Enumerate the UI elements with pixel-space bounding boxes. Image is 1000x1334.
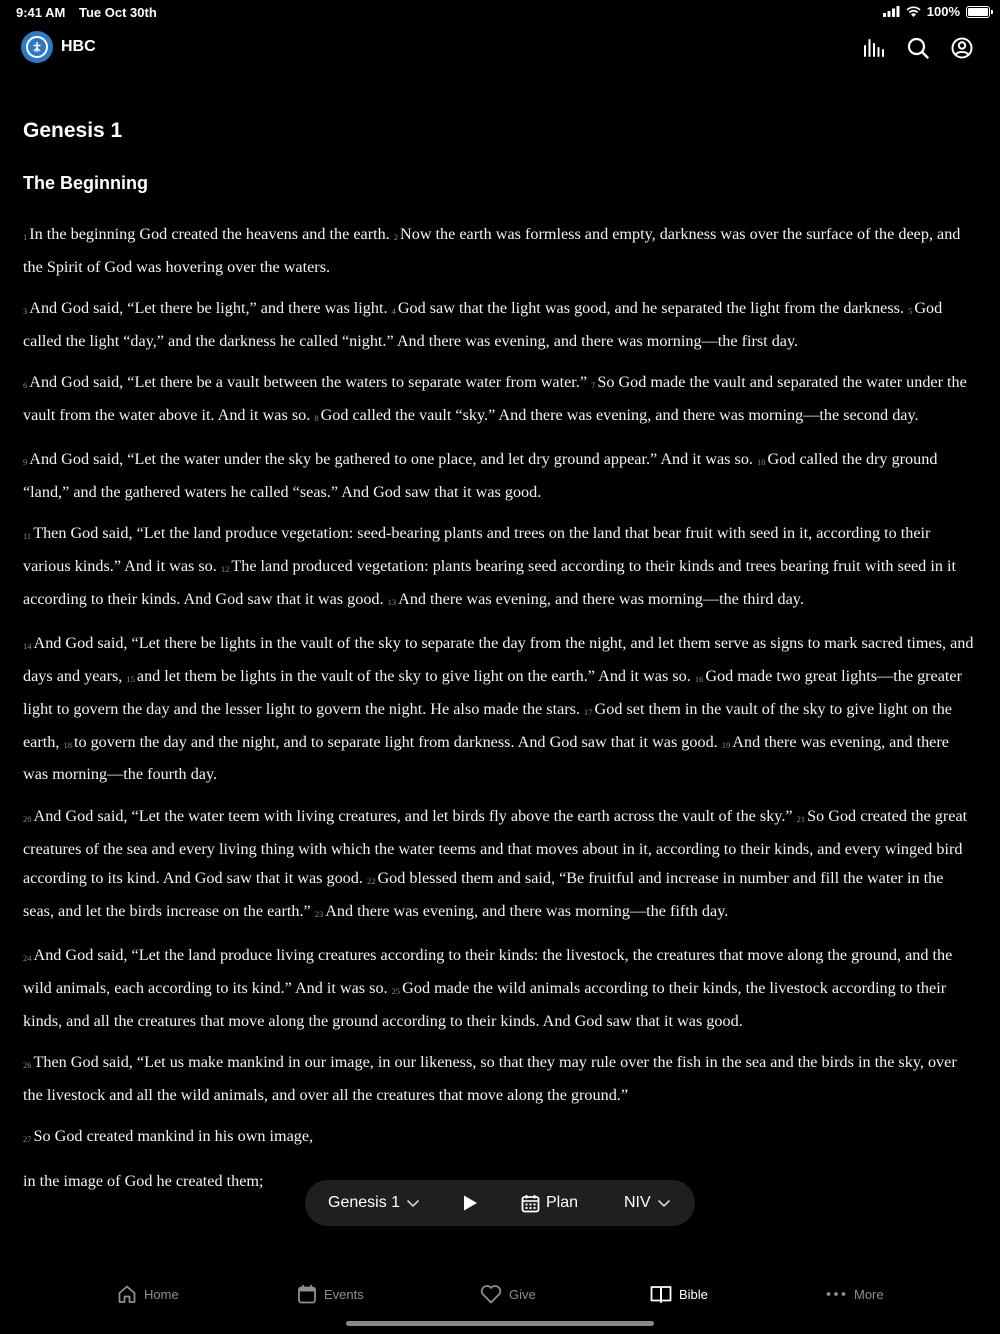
scripture-paragraph [23, 519, 976, 617]
reader-controls [305, 1180, 695, 1226]
verse[interactable] [23, 225, 390, 243]
verse-number: 2 [393, 232, 399, 242]
verse[interactable] [63, 733, 717, 751]
play-icon [461, 1194, 479, 1212]
calendar-icon [521, 1194, 540, 1213]
verse-text: And there was evening, and there was morning—the fifth day. [325, 902, 729, 921]
verse-text: God made two great lights—the greater light to govern the day and the lesser light to govern the night. He also made the stars. [23, 667, 962, 718]
verse-number: 21 [796, 813, 806, 824]
verse-number: 27 [23, 1134, 32, 1145]
verse-number: 22 [366, 876, 376, 887]
header-actions [862, 36, 974, 60]
verse-number: 5 [908, 306, 913, 317]
verse-number: 3 [23, 306, 28, 317]
verse-number: 18 [63, 739, 72, 750]
status-time: 9:41 AM [16, 5, 66, 20]
profile-icon[interactable] [950, 36, 974, 60]
verse-number: 14 [23, 641, 32, 652]
verse[interactable] [23, 373, 587, 391]
heart-icon [480, 1284, 502, 1304]
verse[interactable] [315, 902, 729, 920]
verse-number: 26 [23, 1060, 32, 1071]
verse-text: In the beginning God created the heavens and the earth. [29, 225, 390, 243]
verse-text: God set them in the vault of the sky to give light on the earth, [23, 699, 952, 751]
verse[interactable] [23, 1172, 263, 1190]
verse[interactable] [23, 807, 793, 825]
verse-number: 24 [23, 953, 32, 964]
verse-number: 7 [591, 380, 596, 391]
home-icon [117, 1284, 137, 1304]
calendar-icon [297, 1284, 317, 1304]
scripture-paragraph [23, 294, 976, 357]
wifi-icon [906, 6, 921, 17]
verse[interactable] [23, 299, 388, 317]
chapter-selector-label: Genesis 1 [328, 1194, 401, 1211]
verse-text: And God said, “Let the land produce living creatures according to their kinds: the livestock, the creatures that move along the ground, and the wild animals, each according to its kind.” And it was so. [23, 946, 953, 998]
bible-reader [23, 100, 976, 1270]
verse[interactable] [126, 667, 690, 685]
verse-text: And there was evening, and there was morning—the fourth day. [23, 732, 949, 784]
verse-text: God made the wild animals according to their kinds, the livestock according to their kinds, and all the creatures that move along the ground according to their kinds. And God saw that it was good. [23, 979, 947, 1031]
verse-number: 23 [314, 909, 324, 920]
verse[interactable] [392, 299, 904, 317]
verse-text: And God said, “Let there be light,” and there was light. [29, 299, 388, 318]
verse-text: And there was evening, and there was morning—the third day. [398, 589, 804, 608]
verse-text: So God made the vault and separated the water under the vault from the water above it. And it was so. [23, 373, 967, 424]
scripture-paragraph [23, 802, 976, 930]
verse[interactable] [388, 590, 804, 608]
verse-number: 10 [757, 457, 766, 468]
tab-events[interactable] [297, 1284, 364, 1304]
battery-icon [966, 6, 990, 18]
chapter-selector[interactable] [328, 1180, 420, 1226]
verse-text: God blessed them and said, “Be fruitful and increase in number and fill the water in the seas, and let the birds increase on the earth.” [23, 869, 944, 921]
verse-text: God called the light “day,” and the darkness he called “night.” And there was evening, and there was morning—the first day. [23, 299, 943, 350]
verse-number: 19 [721, 739, 731, 750]
app-name: HBC [61, 38, 96, 55]
battery-percent: 100% [926, 4, 960, 19]
verse-text: And God said, “Let there be lights in the vault of the sky to separate the day from the night, and let them serve as signs to mark sacred times, and days and years, [23, 634, 974, 686]
scripture-paragraph [23, 368, 976, 434]
verse-number: 4 [391, 306, 396, 317]
chevron-down-icon [406, 1199, 420, 1208]
status-left [16, 5, 167, 20]
tab-home-label: Home [144, 1286, 179, 1302]
version-selector[interactable] [624, 1180, 671, 1226]
chapter-title: Genesis 1 [23, 119, 123, 142]
verse-text: in the image of God he created them; [23, 1171, 264, 1190]
section-heading: The Beginning [23, 173, 148, 193]
verse-number: 1 [23, 232, 28, 242]
verse-text: So God created mankind in his own image, [33, 1127, 314, 1146]
verse-number: 17 [584, 706, 593, 717]
scripture-paragraph [23, 941, 976, 1036]
verse-text: And God said, “Let the water under the sky be gathered to one place, and let dry ground appear.” And it was so. [29, 450, 753, 469]
verse-number: 11 [23, 531, 32, 542]
verse-number: 16 [694, 674, 704, 685]
scripture-paragraph [23, 629, 976, 790]
tab-more-label: More [854, 1286, 884, 1302]
home-indicator [346, 1321, 654, 1326]
cellular-signal-icon [883, 6, 900, 17]
verse[interactable] [23, 1127, 313, 1145]
verse-text: And God said, “Let there be a vault between the waters to separate water from water.” [29, 373, 588, 392]
verse-number: 8 [314, 412, 319, 423]
verse-text: and let them be lights in the vault of the sky to give light on the earth.” And it was so. [136, 667, 691, 686]
status-bar [0, 0, 1000, 24]
tab-give-label: Give [509, 1286, 536, 1302]
open-book-icon [650, 1284, 672, 1304]
verse-text: God called the vault “sky.” And there was evening, and there was morning—the second day. [320, 405, 919, 424]
scripture-text [23, 220, 976, 1197]
audio-waveform-icon[interactable] [862, 36, 886, 60]
search-icon[interactable] [906, 36, 930, 60]
verse-number: 25 [391, 986, 401, 997]
verse-text: Then God said, “Let us make mankind in our image, in our likeness, so that they may rule over the fish in the sea and the birds in the sky, over the livestock and all the wild animals, and over all the creatures that move along the ground.” [23, 1053, 957, 1105]
tab-give[interactable] [480, 1284, 536, 1304]
tab-bible-label: Bible [679, 1286, 708, 1302]
verse-text: to govern the day and the night, and to separate light from darkness. And God saw that it was good. [73, 732, 718, 751]
verse-text: The land produced vegetation: plants bearing seed according to their kinds and trees bearing fruit with seed in it according to their kinds. And God saw that it was good. [23, 557, 956, 608]
verse-number: 12 [220, 564, 230, 575]
tab-bible[interactable] [650, 1284, 708, 1304]
scripture-paragraph [23, 445, 976, 508]
verse-text: And God said, “Let the water teem with living creatures, and let birds fly above the earth across the vault of the sky.” [33, 806, 793, 825]
tab-more[interactable] [825, 1284, 884, 1304]
verse-number: 6 [23, 380, 28, 391]
plan-label: Plan [546, 1194, 579, 1211]
tab-events-label: Events [324, 1286, 364, 1302]
church-logo-icon[interactable] [21, 31, 53, 63]
version-label: NIV [624, 1194, 651, 1211]
verse[interactable] [23, 450, 753, 468]
verse-text: God called the dry ground “land,” and the gathered waters he called “seas.” And God saw that it was good. [23, 450, 938, 502]
verse[interactable] [23, 1053, 957, 1104]
status-right [883, 4, 990, 19]
verse-text: Now the earth was formless and empty, darkness was over the surface of the deep, and the Spirit of God was hovering over the waters. [23, 225, 961, 276]
verse-text: So God created the great creatures of the sea and every living thing with which the water teems and that moves about in it, according to their kinds, and every winged bird according to its kind. And God saw that it was good. [23, 806, 968, 888]
verse-number: 15 [126, 674, 135, 685]
app-header [0, 30, 1000, 66]
verse-number: 13 [387, 596, 397, 607]
tab-bar [0, 1276, 1000, 1316]
status-date: Tue Oct 30th [79, 5, 157, 20]
scripture-paragraph [23, 220, 976, 283]
scripture-paragraph [23, 1048, 976, 1111]
verse[interactable] [314, 406, 918, 424]
tab-home[interactable] [117, 1284, 179, 1304]
verse-number: 9 [23, 457, 28, 468]
verse-text: Then God said, “Let the land produce vegetation: seed-bearing plants and trees on the land that bear fruit with seed in it, according to their various kinds.” And it was so. [23, 524, 931, 576]
poetry-line [23, 1122, 976, 1155]
play-button[interactable] [461, 1180, 479, 1226]
chevron-down-icon [657, 1199, 671, 1208]
more-dots-icon [825, 1284, 847, 1304]
plan-button[interactable] [521, 1180, 578, 1226]
verse-text: God saw that the light was good, and he separated the light from the darkness. [397, 299, 905, 318]
verse-number: 20 [23, 813, 32, 824]
